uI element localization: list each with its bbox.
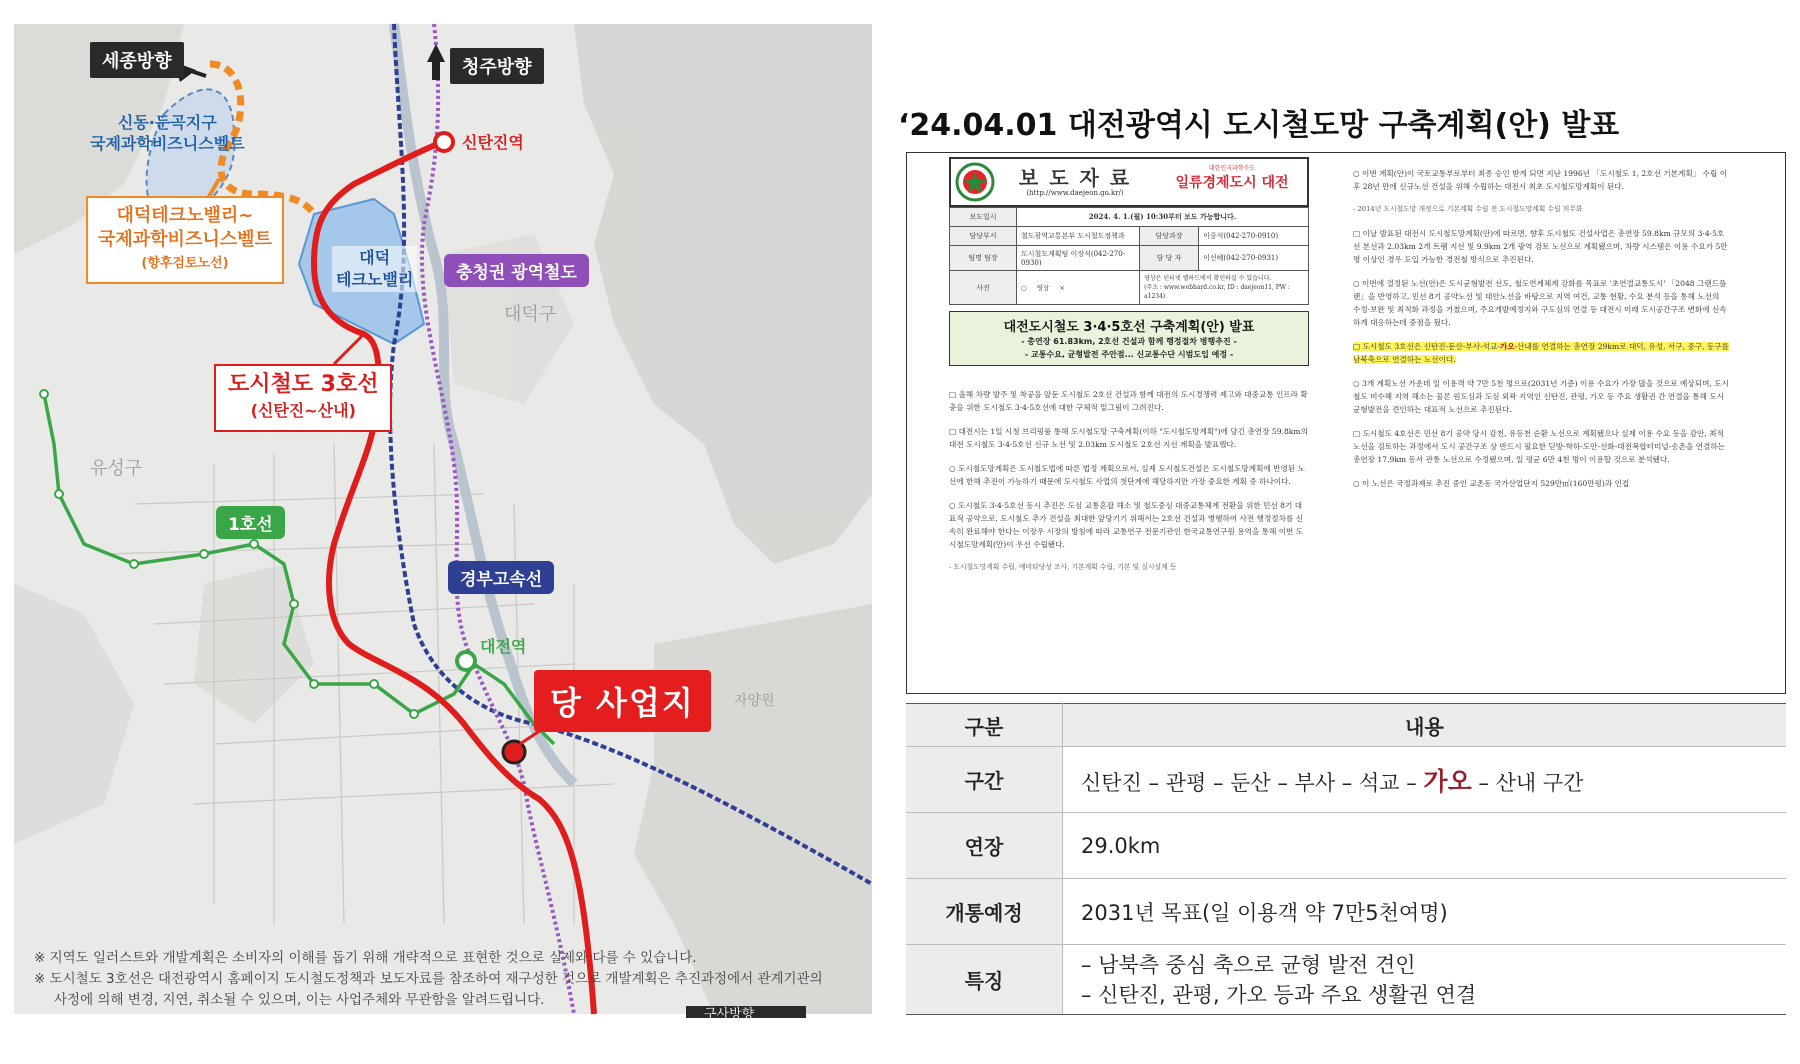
table-header-row bbox=[906, 704, 1786, 747]
section-route-post: – 산내 구간 bbox=[1478, 770, 1584, 795]
daejeon-station-marker bbox=[457, 652, 475, 670]
table-row bbox=[906, 813, 1786, 879]
doc-left-column bbox=[949, 157, 1309, 585]
row-feature-key: 특징 bbox=[906, 945, 1063, 1015]
daedeok-belt-label bbox=[86, 196, 284, 284]
video-label: 영상 bbox=[1036, 284, 1050, 292]
doc-right-footnote: - 2014년 도시철도망 개정으로 기본계획 수립 전 도시철도망계획 수립 의무화 bbox=[1353, 205, 1583, 213]
doc-left-para-2: □ 대전시는 1일 시청 브리핑룸 통해 도시철도망 구축계획(이하 "도시철도망계획")에 담긴 총연장 59.8km의 대전 도시철도 3·4·5호선 신규 노선 및 2.03km 도시철도 2호선 지선 계획을 발표했다. bbox=[949, 427, 1308, 449]
press-row-k3b: 담 당 자 bbox=[1140, 246, 1199, 271]
sindong-belt-line2: 국제과학비즈니스벨트 bbox=[90, 134, 245, 153]
line1-label: 1호선 bbox=[216, 506, 285, 539]
daedeok-techno-valley-label bbox=[332, 246, 417, 292]
row-open-key: 개통예정 bbox=[906, 879, 1063, 945]
highlight-gao: 가오 bbox=[1499, 342, 1515, 351]
webhard-address: (주소 : www.webhard.co.kr, ID : daejeon11, PW : a1234) bbox=[1144, 284, 1290, 300]
map-note-3: 사정에 의해 변경, 지연, 취소될 수 있으며, 이는 사업주체와 무관함을 알려드립니다. bbox=[54, 992, 545, 1008]
press-header bbox=[949, 157, 1309, 207]
section-route-gao: 가오 bbox=[1423, 766, 1472, 796]
table-row bbox=[906, 879, 1786, 945]
press-row-v4 bbox=[1017, 271, 1140, 305]
daedeok-belt-line2: 국제과학비즈니스벨트 bbox=[98, 229, 272, 250]
row-feature-value bbox=[1063, 945, 1787, 1015]
row-length-key: 연장 bbox=[906, 813, 1063, 879]
doc-right-para-4: ○ 3개 계획노선 가운데 일 이용객 약 7만 5천 명으로(2031년 기준) 이용 수요가 가장 많을 것으로 예상되며, 도시철도 비수혜 지역 해소는 물론 원도심과 도심 외곽 지역인 신탄진, 관평, 가오 등 주요 생활권 간 연결을 통해 도시균형발전을 견인하는 대표적 노선으로 추진된다. bbox=[1353, 379, 1729, 414]
doc-headline: 대전도시철도 3·4·5호선 구축계획(안) 발표 bbox=[1003, 320, 1255, 335]
doc-subheadline-2: - 교통수요, 균형발전 주안점... 신교통수단 시범도입 예정 - bbox=[1024, 350, 1234, 359]
doc-left-para-4: ○ 도시철도 3·4·5호선 동시 추진은 도심 교통혼잡 해소 및 철도중심 대중교통체계 전환을 위한 민선 8기 대표적 공약으로, 도시철도 추가 건설을 최대한 앞당기기 위해서는 2호선 건설과 병행하여 사전 행정절차를 신속히 완료해야 한다는 이장우 시장의 방침에 따라 교통연구 전문기관인 한국교통연구원 용역을 통해 이번 도시철도망계획(안)이 우선 수립됐다. bbox=[949, 501, 1304, 549]
bottom-direction-label: 구사방향 bbox=[686, 1006, 806, 1018]
line3-label-main: 도시철도 3호선 bbox=[228, 372, 379, 397]
doc-left-body bbox=[949, 388, 1309, 573]
press-row-v3b: 이선혜(042-270-0931) bbox=[1199, 246, 1309, 271]
doc-left-footnote: - 도시철도망계획 수립, 예비타당성 조사, 기본계획 수립, 기본 및 실시설계 등 bbox=[949, 563, 1177, 571]
gyeongbu-line-label: 경부고속선 bbox=[448, 561, 554, 594]
press-row-k2: 담당부서 bbox=[950, 227, 1017, 246]
press-row-k2b: 담당과장 bbox=[1140, 227, 1199, 246]
city-brand bbox=[1157, 161, 1307, 201]
row-section-key: 구간 bbox=[906, 747, 1063, 813]
doc-right-para-3: ○ 이번에 결정된 노선(안)은 도시균형발전 선도, 철도연계체계 강화를 목표로 '초연결교통도시' 「2048 그랜드플랜」을 반영하고, 민선 8기 공약노선 및 대안노선을 바탕으로 지역 여건, 교통 현황, 수요 분석 등을 통해 노선의 수정·보완 및 최적화 과정을 거쳤으며, 주요개발예정지와 구도심의 연결 등 대전시 미래 도시공간구조 변화에 신속하게 대응하는데 중점을 뒀다. bbox=[1353, 279, 1727, 327]
row-length-value: 29.0km bbox=[1063, 813, 1787, 879]
map-note-2: ※ 도시철도 3호선은 대전광역시 홈페이지 도시철도정책과 보도자료를 참조하여 재구성한 것으로 개발계획은 추진과정에서 관계기관의 bbox=[34, 971, 823, 987]
press-info-table bbox=[949, 207, 1309, 305]
cheongju-arrow-shaft bbox=[432, 60, 440, 80]
city-brand-name: 일류경제도시 대전 bbox=[1175, 175, 1289, 191]
doc-right-highlight-para bbox=[1353, 340, 1729, 366]
press-row-v4b bbox=[1140, 271, 1309, 305]
project-site-label: 당 사업지 bbox=[534, 670, 711, 732]
section-route-pre: 신탄진 – 관평 – 둔산 – 부사 – 석교 – bbox=[1081, 770, 1417, 795]
regional-map bbox=[14, 24, 872, 1022]
row-section-value bbox=[1063, 747, 1787, 813]
table-row bbox=[906, 747, 1786, 813]
line3-label-pointer bbox=[334, 336, 362, 364]
video-no: × bbox=[1059, 284, 1065, 292]
daedeok-belt-sub: (향후검토노선) bbox=[141, 256, 229, 271]
press-release-document bbox=[906, 152, 1786, 694]
sindong-belt-label bbox=[90, 112, 245, 154]
daedeok-belt-line1: 대덕테크노밸리~ bbox=[116, 205, 254, 226]
doc-left-para-3: ○ 도시철도망계획은 도시철도법에 따른 법정 계획으로서, 실제 도시철도건설은 도시철도망계획에 반영된 노선에 한해 추진이 가능하기 때문에 도시철도 사업의 첫단계에 해당하지만 가장 중요한 계획 중 하나이다. bbox=[949, 464, 1305, 486]
row-open-value: 2031년 목표(일 이용객 약 7만5천여명) bbox=[1063, 879, 1787, 945]
district-line2: 테크노밸리 bbox=[336, 270, 414, 289]
press-row-k1: 보도일시 bbox=[950, 208, 1017, 227]
jayang-label: 자양원 bbox=[734, 693, 775, 709]
press-row-v2b: 이중석(042-270-0910) bbox=[1199, 227, 1309, 246]
chungcheong-line bbox=[422, 24, 574, 1014]
doc-left-para-1: □ 올해 차량 발주 및 착공을 앞둔 도시철도 2호선 건설과 함께 대전의 도시경쟁력 제고와 대중교통 인프라 확충을 위한 도시철도 3·4·5호선에 대한 구체적 밑그림이 그려진다. bbox=[949, 390, 1308, 412]
feature-1: – 남북측 중심 축으로 균형 발전 견인 bbox=[1081, 952, 1416, 977]
city-brand-sub: 대한민국과학수도 bbox=[1208, 165, 1256, 172]
sindong-belt-line1: 신동·둔곡지구 bbox=[117, 113, 217, 132]
doc-subheadline-1: - 총연장 61.83km, 2호선 건설과 함께 행정절차 병행추진 - bbox=[1021, 337, 1237, 346]
yuseong-gu-label: 유성구 bbox=[90, 458, 143, 479]
announcement-title: ‘24.04.01 대전광역시 도시철도망 구축계획(안) 발표 bbox=[898, 108, 1620, 143]
highlight-post: -산내를 연결하는 총연장 29km로 대덕, 유성, 서구, 중구, 동구를 남북축으로 연결하는 노선이다. bbox=[1353, 342, 1729, 364]
press-title: 보 도 자 료 bbox=[1018, 166, 1132, 190]
line3-label-sub: (신탄진~산내) bbox=[250, 401, 356, 420]
cheongju-arrow-icon bbox=[427, 44, 445, 62]
daejeon-station-label: 대전역 bbox=[480, 637, 527, 656]
doc-right-para-1: ○ 이번 계획(안)이 국토교통부로부터 최종 승인 받게 되면 지난 1996년 「도시철도 1, 2호선 기본계획」 수립 이후 28년 만에 신규노선 건설을 위해 수립하는 대전시 최초 도시철도망계획이 된다. bbox=[1353, 169, 1728, 191]
chungcheong-line-label: 충청권 광역철도 bbox=[444, 254, 589, 287]
press-row-v3: 도시철도계획팀 이장석(042-270-0930) bbox=[1017, 246, 1140, 271]
sejong-direction-label: 세종방향 bbox=[90, 42, 184, 78]
doc-right-column bbox=[1353, 167, 1729, 501]
doc-right-para-2: □ 이날 발표된 대전시 도시철도망계획(안)에 따르면, 향후 도시철도 건설사업은 총연장 59.8km 규모의 3·4·5호선 본선과 2.03km 2개 트램 지선 및 9.9km 2개 광역 검토 노선으로 계획됐으며, 차량 시스템은 이용 수요가 5만 명 이상인 경우 도입 가능한 경전철 방식으로 추진된다. bbox=[1353, 229, 1728, 264]
line3-label bbox=[214, 364, 392, 432]
table-header-content: 내용 bbox=[1063, 704, 1787, 747]
map-note-1: ※ 지역도 일러스트와 개발계획은 소비자의 이해를 돕기 위해 개략적으로 표현한 것으로 실제와 다를 수 있습니다. bbox=[34, 950, 697, 966]
cheongju-direction-label: 청주방향 bbox=[450, 48, 544, 84]
feature-2: – 신탄진, 관평, 가오 등과 주요 생활권 연결 bbox=[1081, 982, 1477, 1007]
daedeok-gu-label: 대덕구 bbox=[504, 304, 557, 325]
doc-right-para-5: □ 도시철도 4호선은 민선 8기 공약 당시 감천, 유등천 순환 노선으로 계획됐으나 실제 이용 수요 등을 감안, 최적 노선을 검토하는 과정에서 도시 공간구조 상 반드시 필요한 딛방-학하-도안-선화-대전복합터미널-송촌을 연결하는 총연장 17.9km 동서 관통 노선으로 수정됐으며, 일 평균 6만 4천 명이 이용할 것으로 분석됐다. bbox=[1353, 429, 1725, 464]
press-row-k4: 사진 bbox=[950, 271, 1017, 305]
sintanjin-station-marker bbox=[435, 133, 453, 151]
doc-right-para-6: ○ 이 노선은 국정과제로 추진 중인 교촌동 국가산업단지 529만㎡(160만평)과 인접 bbox=[1353, 479, 1630, 488]
highlight-pre: □ 도시철도 3호선은 신탄진-둔산-부사-석교- bbox=[1353, 342, 1500, 351]
photo-yes: ○ bbox=[1021, 284, 1027, 292]
table-header-category: 구분 bbox=[906, 704, 1063, 747]
map-disclaimer bbox=[34, 948, 864, 1011]
doc-headline-box bbox=[949, 311, 1309, 366]
press-row-k3: 팀명 팀장 bbox=[950, 246, 1017, 271]
district-line1: 대덕 bbox=[359, 248, 391, 267]
press-row-v1: 2024. 4. 1.(월) 10:30부터 보도 가능합니다. bbox=[1017, 208, 1309, 227]
table-row bbox=[906, 945, 1786, 1015]
sintanjin-station-label: 신탄진역 bbox=[462, 133, 524, 152]
press-url: (http://www.daejeon.go.kr/) bbox=[1026, 189, 1124, 197]
press-row-v2: 철도광역교통본부 도시철도정책과 bbox=[1017, 227, 1140, 246]
city-emblem-icon bbox=[955, 162, 995, 202]
map-base-illustration bbox=[14, 24, 872, 1014]
line3-summary-table bbox=[906, 703, 1786, 1015]
webhard-note: 영상은 인터넷 웹하드에서 확인하실 수 있습니다. bbox=[1144, 275, 1272, 282]
